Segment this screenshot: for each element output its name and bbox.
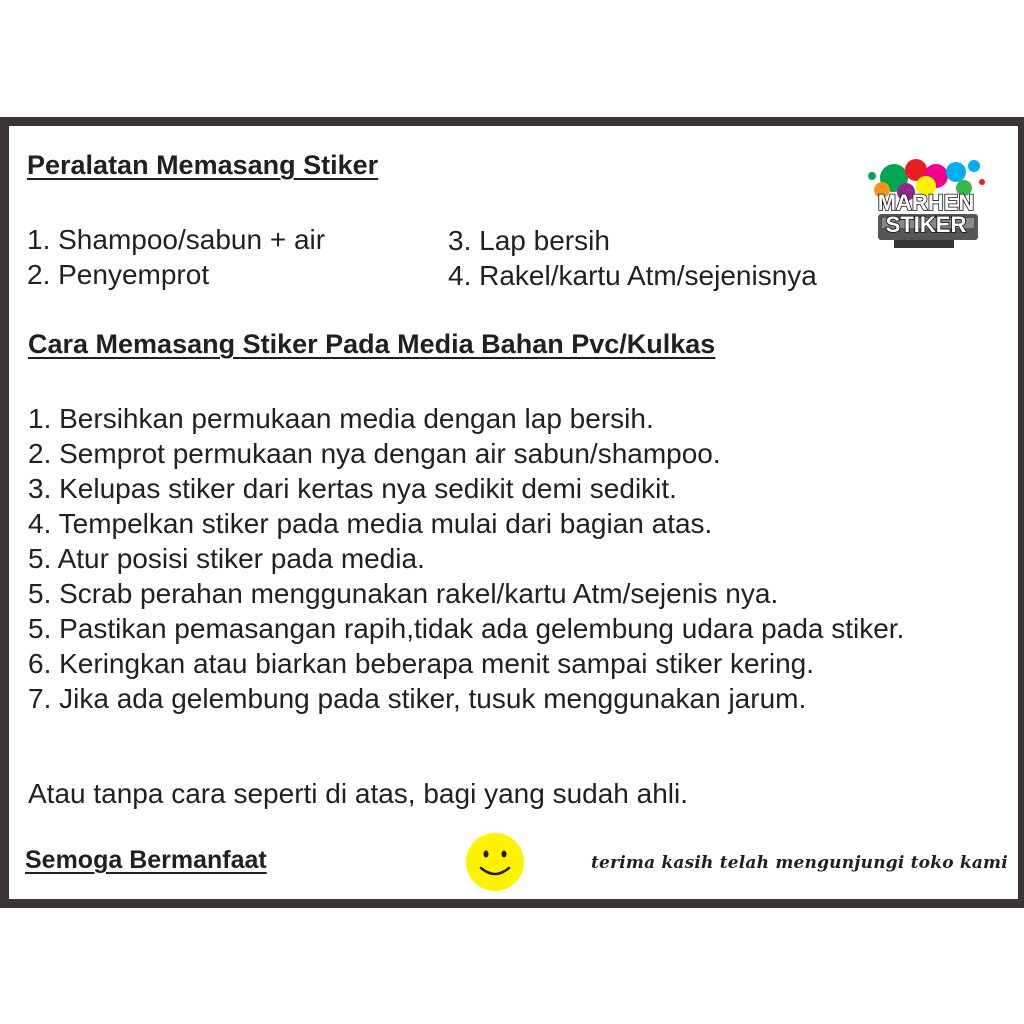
step-item: 4. Tempelkan stiker pada media mulai dari bagian atas. [28,508,713,539]
marhen-stiker-logo [864,156,989,256]
step-item: 7. Jika ada gelembung pada stiker, tusuk menggunakan jarum. [28,683,807,714]
step-item: 6. Keringkan atau biarkan beberapa menit sampai stiker kering. [28,648,814,679]
thanks-text: terima kasih telah mengunjungi toko kami [591,853,1008,873]
step-item: 5. Scrab perahan menggunakan rakel/kartu Atm/sejenis nya. [28,578,779,609]
step-item: 5. Atur posisi stiker pada media. [28,543,425,574]
logo-line2: STIKER [885,212,967,237]
closing-text: Semoga Bermanfaat [25,846,267,874]
steps-list [28,401,904,716]
step-item: 3. Kelupas stiker dari kertas nya sedikit demi sedikit. [28,473,677,504]
logo-line1: MARHEN [877,190,975,215]
step-item: 5. Pastikan pemasangan rapih,tidak ada gelembung udara pada stiker. [28,613,905,644]
tools-list-right [448,223,817,293]
tool-item: 3. Lap bersih [448,225,610,256]
steps-heading: Cara Memasang Stiker Pada Media Bahan Pvc/Kulkas [28,329,716,359]
step-item: 2. Semprot permukaan nya dengan air sabun/shampoo. [28,438,721,469]
tool-item: 2. Penyemprot [27,259,210,290]
tool-item: 1. Shampoo/sabun + air [27,224,326,255]
step-item: 1. Bersihkan permukaan media dengan lap bersih. [28,403,654,434]
tools-heading: Peralatan Memasang Stiker [27,150,379,180]
smiley-face-icon [465,832,525,892]
tools-list-left [27,222,325,292]
expert-note: Atau tanpa cara seperti di atas, bagi yang sudah ahli. [28,778,688,809]
tool-item: 4. Rakel/kartu Atm/sejenisnya [448,260,817,291]
instruction-card [0,117,1024,908]
